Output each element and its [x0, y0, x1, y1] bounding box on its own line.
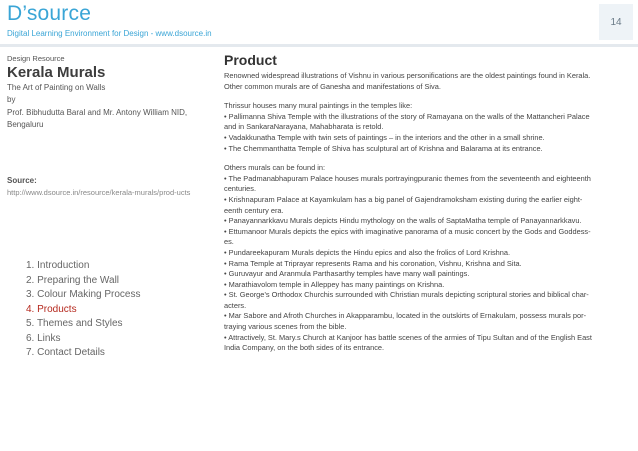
- toc-item-4[interactable]: 4. Products: [26, 303, 77, 315]
- body-line: and in SankaraNarayana, Mahabharata is retold.: [224, 122, 384, 132]
- page-number: 14: [599, 4, 633, 40]
- design-resource-label: Design Resource: [7, 54, 65, 63]
- document-subtitle: The Art of Painting on Walls: [7, 83, 106, 92]
- body-line: acters.: [224, 300, 247, 310]
- body-line: traying various scenes from the bible.: [224, 322, 347, 332]
- body-text: [224, 71, 628, 354]
- authors: Prof. Bibhudutta Baral and Mr. Antony William NID, Bengaluru: [7, 108, 188, 129]
- body-line: • Rama Temple at Triprayar represents Rama and his coronation, Vishnu, Krishna and Sita.: [224, 258, 522, 268]
- paragraph-gap: [224, 92, 628, 101]
- header: [0, 0, 638, 48]
- body-line: • Marathiavolom temple in Alleppey has many paintings on Krishna.: [224, 279, 445, 289]
- toc-item-1[interactable]: 1. Introduction: [26, 260, 90, 271]
- body-line: Others murals can be found in:: [224, 163, 326, 173]
- paragraph-gap: [224, 154, 628, 163]
- body-line: India Company, on the both sides of its entrance.: [224, 343, 385, 353]
- section-title: Product: [224, 52, 277, 68]
- body-line: • Panayannarkkavu Murals depicts Hindu mythology on the walls of SaptaMatha temple of Panayannarkkavu.: [224, 216, 582, 226]
- header-divider: [0, 44, 638, 47]
- source-link[interactable]: http://www.dsource.in/resource/kerala-murals/prod-ucts: [7, 188, 191, 197]
- document-title: Kerala Murals: [7, 64, 106, 81]
- toc-item-3[interactable]: 3. Colour Making Process: [26, 289, 141, 300]
- toc-item-2[interactable]: 2. Preparing the Wall: [26, 274, 120, 286]
- body-line: Renowned widespread illustrations of Vishnu in various personifications are the oldest paintings found in Kerala.: [224, 71, 591, 80]
- body-line: • Guruvayur and Aranmula Parthasarthy temples have many wall paintings.: [224, 269, 470, 279]
- body-line: • Krishnapuram Palace at Kayamkulam has a big panel of Gajendramoksham existing during the earlier eight-: [224, 194, 583, 204]
- body-line: • The Chemmanthatta Temple of Shiva has sculptural art of Krishna and Balarama at its entrance.: [224, 143, 543, 153]
- body-line: Other common murals are of Ganesha and manifestations of Siva.: [224, 81, 441, 91]
- main-content: [224, 52, 628, 354]
- toc-item-5[interactable]: 5. Themes and Styles: [26, 318, 123, 329]
- body-line: Thrissur houses many mural paintings in the temples like:: [224, 101, 413, 111]
- body-line: • Mar Sabore and Afroth Churches in Akapparambu, located in the outskirts of Ernakulam, possess murals por-: [224, 311, 587, 321]
- body-line: • Pallimanna Shiva Temple with the illustrations of the story of Ramayana on the walls of the Mattancheri Palace: [224, 111, 590, 121]
- body-line: • St. George’s Orthodox Churchis surrounded with Christian murals depicting scriptural stories and biblical char-: [224, 290, 589, 300]
- body-line: • Pundareekapuram Murals depicts the Hindu epics and also the frolics of Lord Krishna.: [224, 247, 511, 257]
- toc-item-6[interactable]: 6. Links: [26, 332, 61, 344]
- table-of-contents: [26, 259, 141, 361]
- toc-item-7[interactable]: 7. Contact Details: [26, 347, 105, 358]
- source-label: Source:: [7, 176, 37, 185]
- body-line: • Attractively, St. Mary.s Church at Kanjoor has battle scenes of the armies of Tipu Sultan and of the English East: [224, 332, 592, 342]
- body-line: • Ettumanoor Murals depicts the epics with imaginative panorama of a music concert by the Gods and Goddess-: [224, 226, 591, 236]
- tagline: Digital Learning Environment for Design - www.dsource.in: [7, 29, 212, 38]
- sidebar: [7, 54, 217, 131]
- body-line: • The Padmanabhapuram Palace houses murals portrayingpuranic themes from the seventeenth and eighteenth: [224, 173, 591, 183]
- body-line: • Vadakkunatha Temple with twin sets of paintings – in the interiors and the other in a small shrine.: [224, 132, 545, 142]
- body-line: es.: [224, 237, 234, 247]
- by-label: by: [7, 95, 16, 104]
- body-line: eenth century era.: [224, 205, 284, 215]
- dsource-logo[interactable]: D’source: [7, 2, 92, 25]
- body-line: centuries.: [224, 184, 257, 194]
